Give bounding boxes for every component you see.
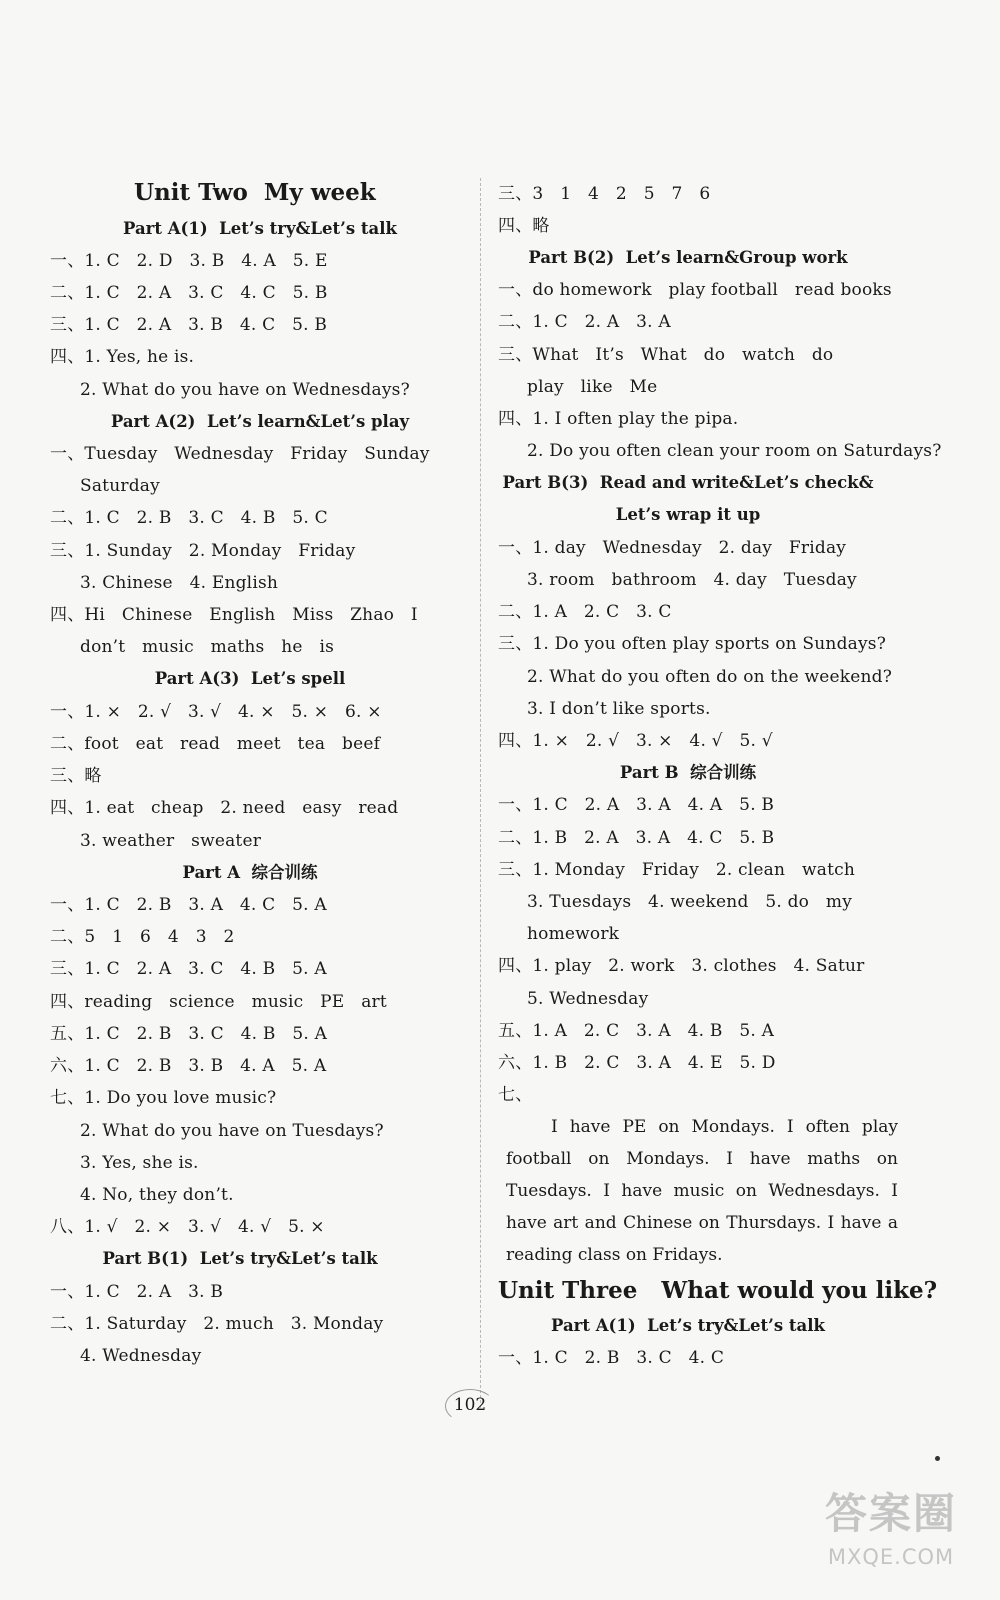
answer-line: 三、1. C 2. A 3. B 4. C 5. B xyxy=(50,315,328,335)
answer-line: 一、Tuesday Wednesday Friday Sunday xyxy=(50,444,430,464)
answer-line: 3. I don’t like sports. xyxy=(527,699,711,719)
section-heading: Part A(3) Let’s spell xyxy=(154,669,346,688)
answer-line: 三、3 1 4 2 5 7 6 xyxy=(498,184,711,204)
watermark xyxy=(806,1486,976,1586)
answer-line: 2. What do you have on Wednesdays? xyxy=(80,380,410,400)
answer-line: 二、1. Saturday 2. much 3. Monday xyxy=(50,1314,384,1334)
answer-line: 3. Tuesdays 4. weekend 5. do my xyxy=(527,892,853,912)
answer-line: 一、1. × 2. √ 3. √ 4. × 5. × 6. × xyxy=(50,702,382,722)
answer-line: 三、1. C 2. A 3. C 4. B 5. A xyxy=(50,959,327,979)
answer-line: 一、1. day Wednesday 2. day Friday xyxy=(498,538,847,558)
answer-line: 一、1. C 2. A 3. B xyxy=(50,1282,224,1302)
leaf-ornament-icon xyxy=(445,1389,495,1423)
answer-line: 2. What do you have on Tuesdays? xyxy=(80,1121,384,1141)
answer-line: 三、1. Sunday 2. Monday Friday xyxy=(50,541,356,561)
section-heading: Part A 综合训练 xyxy=(182,863,318,882)
answer-line: 五、1. A 2. C 3. A 4. B 5. A xyxy=(498,1021,775,1041)
answer-line: 2. What do you often do on the weekend? xyxy=(527,667,893,687)
answer-line: 3. weather sweater xyxy=(80,831,262,851)
answer-line: 八、1. √ 2. × 3. √ 4. √ 5. × xyxy=(50,1217,325,1237)
answer-line: 二、5 1 6 4 3 2 xyxy=(50,927,235,947)
answer-line: 4. Wednesday xyxy=(80,1346,202,1366)
answer-line: 一、1. C 2. B 3. C 4. C xyxy=(498,1348,725,1368)
watermark-logo: 答案圈 xyxy=(824,1489,957,1538)
essay-paragraph: I have PE on Mondays. I often play football on Mondays. I have maths on Tuesdays. I have music on Wednesdays. I have art and Chinese on Thursdays. I have a reading class on Fridays. xyxy=(506,1117,898,1265)
answer-line: 二、1. A 2. C 3. C xyxy=(498,602,672,622)
speck xyxy=(935,1456,940,1461)
answer-line: 5. Wednesday xyxy=(527,989,649,1009)
answer-line: 二、1. C 2. B 3. C 4. B 5. C xyxy=(50,508,328,528)
section-heading: Part A(1) Let’s try&Let’s talk xyxy=(123,219,397,238)
unit-two-title: Unit Two My week xyxy=(134,179,376,206)
answer-line: 3. Yes, she is. xyxy=(80,1153,199,1173)
answer-line: 六、1. B 2. C 3. A 4. E 5. D xyxy=(498,1053,776,1073)
answer-line: 四、Hi Chinese English Miss Zhao I xyxy=(50,605,418,625)
section-heading: Part B(2) Let’s learn&Group work xyxy=(528,248,848,267)
answer-line: 一、1. C 2. A 3. A 4. A 5. B xyxy=(498,795,775,815)
answer-line: 六、1. C 2. B 3. B 4. A 5. A xyxy=(50,1056,327,1076)
answer-line: 四、1. eat cheap 2. need easy read xyxy=(50,798,399,818)
unit-three-title: Unit Three What would you like? xyxy=(498,1277,938,1304)
watermark-url: MXQE.COM xyxy=(827,1545,955,1569)
answer-line: 四、略 xyxy=(498,216,550,236)
answer-line: homework xyxy=(527,924,620,944)
answer-line: 七、 xyxy=(498,1085,533,1105)
answer-line: 一、1. C 2. D 3. B 4. A 5. E xyxy=(50,251,328,271)
answer-line: 四、1. play 2. work 3. clothes 4. Satur xyxy=(498,956,865,976)
answer-line: 4. No, they don’t. xyxy=(80,1185,234,1205)
answer-line: 二、1. C 2. A 3. A xyxy=(498,312,671,332)
answer-line: 七、1. Do you love music? xyxy=(50,1088,277,1108)
answer-line: don’t music maths he is xyxy=(80,637,335,657)
answer-line: 三、略 xyxy=(50,766,102,786)
section-heading: Part B 综合训练 xyxy=(619,763,757,782)
answer-line: 3. room bathroom 4. day Tuesday xyxy=(527,570,857,590)
answer-line: 二、foot eat read meet tea beef xyxy=(50,734,381,754)
answer-line: 三、What It’s What do watch do xyxy=(498,345,834,365)
column-divider xyxy=(480,178,481,1408)
answer-line: 2. Do you often clean your room on Saturdays? xyxy=(527,441,942,461)
answer-line: 三、1. Do you often play sports on Sundays? xyxy=(498,634,887,654)
section-heading: Part B(1) Let’s try&Let’s talk xyxy=(102,1249,378,1268)
answer-line: Saturday xyxy=(80,476,160,496)
section-heading: Part B(3) Read and write&Let’s check& xyxy=(502,473,874,492)
answer-line: 四、1. Yes, he is. xyxy=(50,347,195,367)
page-number: 102 xyxy=(445,1385,495,1425)
answer-line: 四、1. I often play the pipa. xyxy=(498,409,739,429)
answer-line: 三、1. Monday Friday 2. clean watch xyxy=(498,860,855,880)
answer-line: 一、1. C 2. B 3. A 4. C 5. A xyxy=(50,895,327,915)
answer-line: 二、1. B 2. A 3. A 4. C 5. B xyxy=(498,828,775,848)
answer-line: 五、1. C 2. B 3. C 4. B 5. A xyxy=(50,1024,328,1044)
answer-line: 四、reading science music PE art xyxy=(50,992,387,1012)
answer-line: 二、1. C 2. A 3. C 4. C 5. B xyxy=(50,283,328,303)
section-heading: Part A(1) Let’s try&Let’s talk xyxy=(551,1316,825,1335)
answer-line: 3. Chinese 4. English xyxy=(80,573,279,593)
section-heading: Part A(2) Let’s learn&Let’s play xyxy=(110,412,410,431)
answer-line: 四、1. × 2. √ 3. × 4. √ 5. √ xyxy=(498,731,773,751)
answer-line: play like Me xyxy=(527,377,658,397)
answer-line: 一、do homework play football read books xyxy=(498,280,892,300)
section-heading: Let’s wrap it up xyxy=(615,505,761,524)
